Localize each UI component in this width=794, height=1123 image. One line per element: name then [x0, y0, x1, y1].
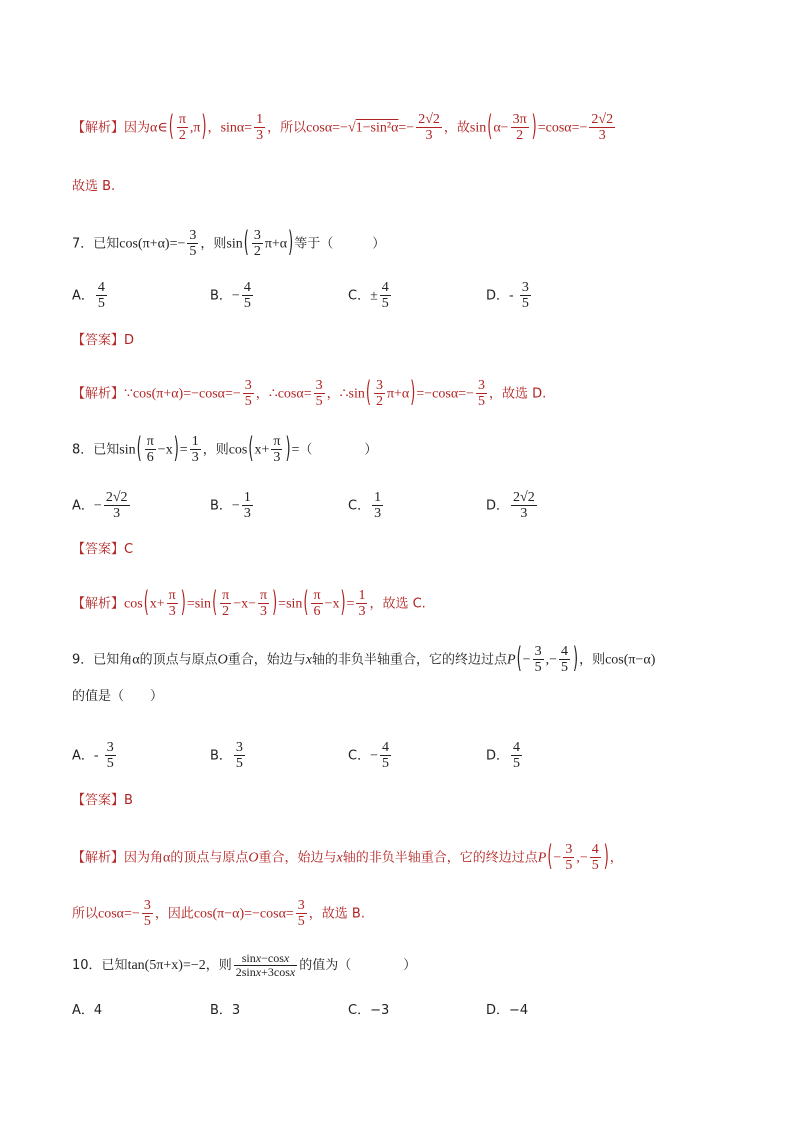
q8-answer: 【答案】C	[72, 542, 134, 557]
q9-analysis-2: 所以cosα=− $\frac{3}{5}$ ，因此cos(π−α)=−cosα= $\frac{3}{5}$ ，故选 B.	[72, 898, 365, 930]
q6-conclusion: 故选 B.	[72, 179, 116, 194]
q9-stem-2: 的值是（ ）	[72, 689, 164, 704]
q10-number: 10．	[72, 958, 102, 974]
q7-analysis: 【解析】∵cos(π+α)=−cosα=− $\frac{3}{5}$ ，∴cosα= $\frac{3}{5}$ ，∴sin( $\frac{3}{2}$ π+α)=−cosα=− $\frac{3}{5}$ ，故选 D.	[72, 377, 547, 411]
q10-options	[72, 1004, 624, 1017]
q8-analysis: 【解析】cos(x+ $\frac{\pi}{3}$ )=sin( $\frac{\pi}{2}$ −x− $\frac{\pi}{3}$ )=sin( $\frac{\pi}{6}$ −x)= $\frac{1}{3}$ ，故选 C.	[72, 587, 426, 621]
q6-analysis-tag: 【解析】	[72, 120, 125, 136]
q7-answer: 【答案】D	[72, 333, 135, 348]
q8-number: 8．	[72, 442, 94, 458]
q7-stem: 7．已知cos(π+α)=− $\frac{3}{5}$ ，则sin( $\frac{3}{2}$ π+α)等于（ ）	[72, 227, 386, 261]
q10-option-b[interactable]: B．3	[210, 1003, 241, 1018]
q9-option-c[interactable]: C．− $\frac{4}{5}$	[348, 740, 389, 772]
q9-option-a[interactable]: A．- $\frac{3}{5}$	[72, 740, 114, 772]
q8-options	[72, 490, 624, 522]
q10-option-c[interactable]: C．−3	[348, 1003, 390, 1018]
q9-option-d[interactable]: D． $\frac{4}{5}$	[486, 740, 521, 772]
q9-options	[72, 740, 624, 772]
q9-number: 9．	[72, 652, 94, 668]
q7-option-a[interactable]: A． $\frac{4}{5}$	[72, 280, 105, 312]
q8-stem: 8．已知sin( $\frac{\pi}{6}$ −x)= $\frac{1}{3}$ ，则cos(x+ $\frac{\pi}{3}$ )=（ ）	[72, 433, 378, 467]
q10-option-a[interactable]: A．4	[72, 1003, 103, 1018]
q7-options	[72, 280, 624, 312]
q9-analysis: 【解析】因为角α的顶点与原点O重合，始边与x轴的非负半轴重合，它的终边过点P(− $\frac{3}{5}$ ,− $\frac{4}{5}$ )，	[72, 841, 623, 875]
q9-option-b[interactable]: B． $\frac{3}{5}$	[210, 740, 243, 772]
q8-option-d[interactable]: D． $\frac{2√2}{3}$	[486, 490, 535, 522]
q8-option-c[interactable]: C． $\frac{1}{3}$	[348, 490, 382, 522]
q10-stem: 10．已知tan(5π+x)=−2，则 $\frac{\sin x-\cos x}{2\sin x+3\cos x}$ 的值为（ ）	[72, 951, 417, 980]
q7-number: 7．	[72, 236, 94, 252]
q8-option-b[interactable]: B．− $\frac{1}{3}$	[210, 490, 251, 522]
q9-stem: 9．已知角α的顶点与原点O重合，始边与x轴的非负半轴重合，它的终边过点P(− $\frac{3}{5}$ ,− $\frac{4}{5}$ )，则cos(π−α)	[72, 643, 656, 677]
q7-option-d[interactable]: D．- $\frac{3}{5}$	[486, 280, 529, 312]
q7-option-c[interactable]: C．± $\frac{4}{5}$	[348, 280, 389, 312]
q6-analysis: 【解析】因为α∈( $\frac{\pi}{2}$ ,π)，sinα= $\frac{1}{3}$ ，所以cosα=−√1−sin²α=− $\frac{2√2}{3}$ ，故sin(α− $\frac{3\pi}{2}$ )=cosα=− $\frac{2√2}{3}$	[72, 111, 614, 145]
q8-option-a[interactable]: A．− $\frac{2√2}{3}$	[72, 490, 128, 522]
q9-answer: 【答案】B	[72, 793, 133, 808]
q10-option-d[interactable]: D．−4	[486, 1003, 529, 1018]
q7-option-b[interactable]: B．− $\frac{4}{5}$	[210, 280, 251, 312]
